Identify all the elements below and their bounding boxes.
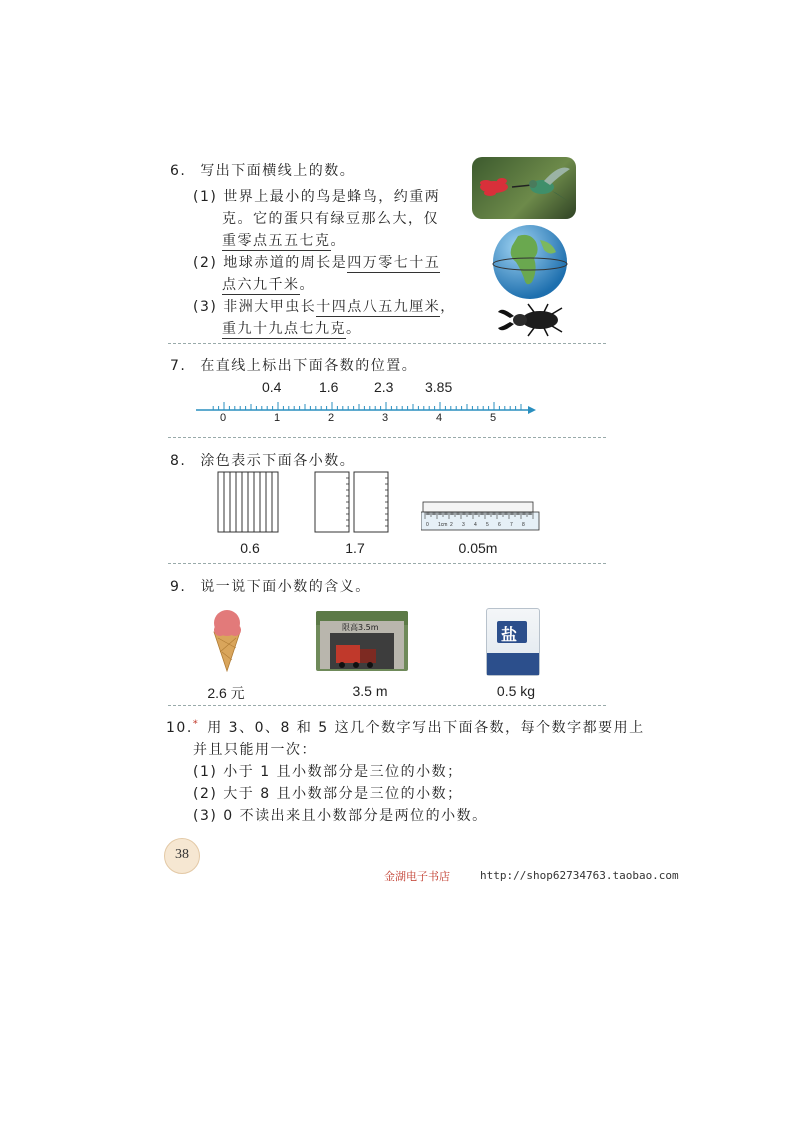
number-line-arrow-icon	[528, 406, 536, 414]
q6-heading	[170, 160, 355, 180]
q6-item-1-label: (1)	[193, 189, 218, 205]
q6-item-1-line1: 世界上最小的鸟是蜂鸟，约重两	[223, 189, 441, 205]
q7-value-2: 1.6	[319, 379, 339, 395]
q9-caption-3: 0.5 kg	[496, 683, 536, 699]
ruler-label: 6	[498, 522, 501, 528]
q10-item-2	[193, 783, 463, 803]
q9-caption-2: 3.5 m	[352, 683, 388, 699]
ruler-image	[421, 500, 543, 534]
q9-caption-1: 2.6 元	[207, 685, 245, 701]
q10-item-1-text: 小于 1 且小数部分是三位的小数；	[223, 764, 463, 780]
number-line	[190, 398, 540, 418]
q6-item-2-underlined-2: 点六九千米	[222, 277, 300, 293]
footer-url[interactable]: http://shop62734763.taobao.com	[480, 869, 679, 882]
hummingbird-image	[472, 157, 576, 219]
salt-bag-label: 盐	[501, 625, 518, 644]
ruler-label: 1cm	[438, 522, 448, 528]
tunnel-sign: 限高3.5m	[342, 623, 379, 632]
q7-tick-4: 4	[436, 412, 443, 424]
q8-number: 8.	[170, 453, 187, 469]
q6-number: 6.	[170, 163, 187, 179]
q6-item-3-line1: 非洲大甲虫长	[223, 299, 317, 315]
q10-number: 10.	[166, 720, 193, 736]
q8-prompt: 涂色表示下面各小数。	[200, 453, 356, 469]
q6-item-3-label: (3)	[193, 299, 218, 315]
q6-item-3-comma: ，	[440, 299, 456, 315]
q7-value-3: 2.3	[374, 379, 394, 395]
ruler-label: 8	[522, 522, 525, 528]
q6-item-2-end: 。	[299, 277, 315, 293]
footer-store: 金湖电子书店	[384, 870, 450, 883]
q10-item-2-label: (2)	[193, 786, 218, 802]
q10-item-1	[193, 761, 463, 781]
q6-item-1	[193, 186, 440, 206]
q6-item-2	[193, 252, 440, 272]
ruler-label: 7	[510, 522, 513, 528]
q8-heading	[170, 450, 355, 470]
ice-cream-image	[208, 608, 246, 672]
q7-tick-1: 1	[274, 412, 281, 424]
q7-tick-5: 5	[490, 412, 497, 424]
q10-item-3-text: 0 不读出来且小数部分是两位的小数。	[223, 808, 488, 824]
q7-value-1: 0.4	[262, 379, 282, 395]
square-1	[315, 472, 349, 532]
q7-tick-2: 2	[328, 412, 335, 424]
q7-tick-3: 3	[382, 412, 389, 424]
q10-item-2-text: 大于 8 且小数部分是三位的小数；	[223, 786, 463, 802]
q8-caption-3: 0.05m	[458, 540, 498, 556]
square-2	[354, 472, 388, 532]
q7-heading	[170, 355, 417, 375]
ruler-label: 3	[462, 522, 465, 528]
tunnel-image	[316, 611, 408, 671]
q6-item-2-underlined-1: 四万零七十五	[347, 255, 441, 271]
q7-value-4: 3.85	[425, 379, 453, 395]
ruler-label: 2	[450, 522, 453, 528]
q6-item-2-line1: 地球赤道的周长是	[223, 255, 348, 271]
q7-tick-0: 0	[220, 412, 227, 424]
q10-prompt-line1: 用 3、0、8 和 5 这几个数字写出下面各数，每个数字都要用上	[207, 720, 645, 736]
q7-number: 7.	[170, 358, 187, 374]
q6-item-1-underlined: 重零点五五七克	[222, 233, 331, 249]
page-number-badge	[164, 838, 200, 874]
q9-number: 9.	[170, 579, 187, 595]
q9-heading	[170, 576, 371, 596]
beetle-image	[496, 302, 568, 338]
q10-star: *	[192, 718, 200, 730]
q10-item-3-label: (3)	[193, 808, 218, 824]
q6-item-2-line2	[222, 274, 315, 294]
q6-item-2-label: (2)	[193, 255, 218, 271]
q10-prompt-line2: 并且只能用一次：	[193, 742, 317, 758]
q7-prompt: 在直线上标出下面各数的位置。	[200, 358, 418, 374]
q6-item-1-end: 。	[330, 233, 346, 249]
q8-caption-1: 0.6	[240, 540, 260, 556]
ruler-label: 4	[474, 522, 477, 528]
ruler-label: 5	[486, 522, 489, 528]
q6-item-3-underlined-1: 十四点八五九厘米	[316, 299, 441, 315]
q6-item-1-line3	[222, 230, 346, 250]
q6-item-3	[193, 296, 456, 316]
separator-3	[168, 563, 606, 564]
page-number: 38	[175, 847, 189, 862]
q6-item-3-line2	[222, 318, 362, 338]
globe-image	[490, 222, 570, 302]
separator-2	[168, 437, 606, 438]
q10-item-1-label: (1)	[193, 764, 218, 780]
tenths-square	[217, 471, 281, 535]
q6-item-3-underlined-2: 重九十九点七九克	[222, 321, 346, 337]
salt-bag-image	[486, 608, 540, 676]
separator-1	[168, 343, 606, 344]
q10-heading	[166, 717, 645, 737]
separator-4	[168, 705, 606, 706]
q9-prompt: 说一说下面小数的含义。	[200, 579, 371, 595]
two-squares	[314, 471, 394, 535]
q6-prompt: 写出下面横线上的数。	[200, 163, 356, 179]
ruler-label: 0	[426, 522, 429, 528]
q6-item-3-end: 。	[346, 321, 362, 337]
q10-item-3	[193, 805, 488, 825]
q6-item-1-line2: 克。它的蛋只有绿豆那么大，仅	[222, 211, 439, 227]
q8-caption-2: 1.7	[345, 540, 365, 556]
